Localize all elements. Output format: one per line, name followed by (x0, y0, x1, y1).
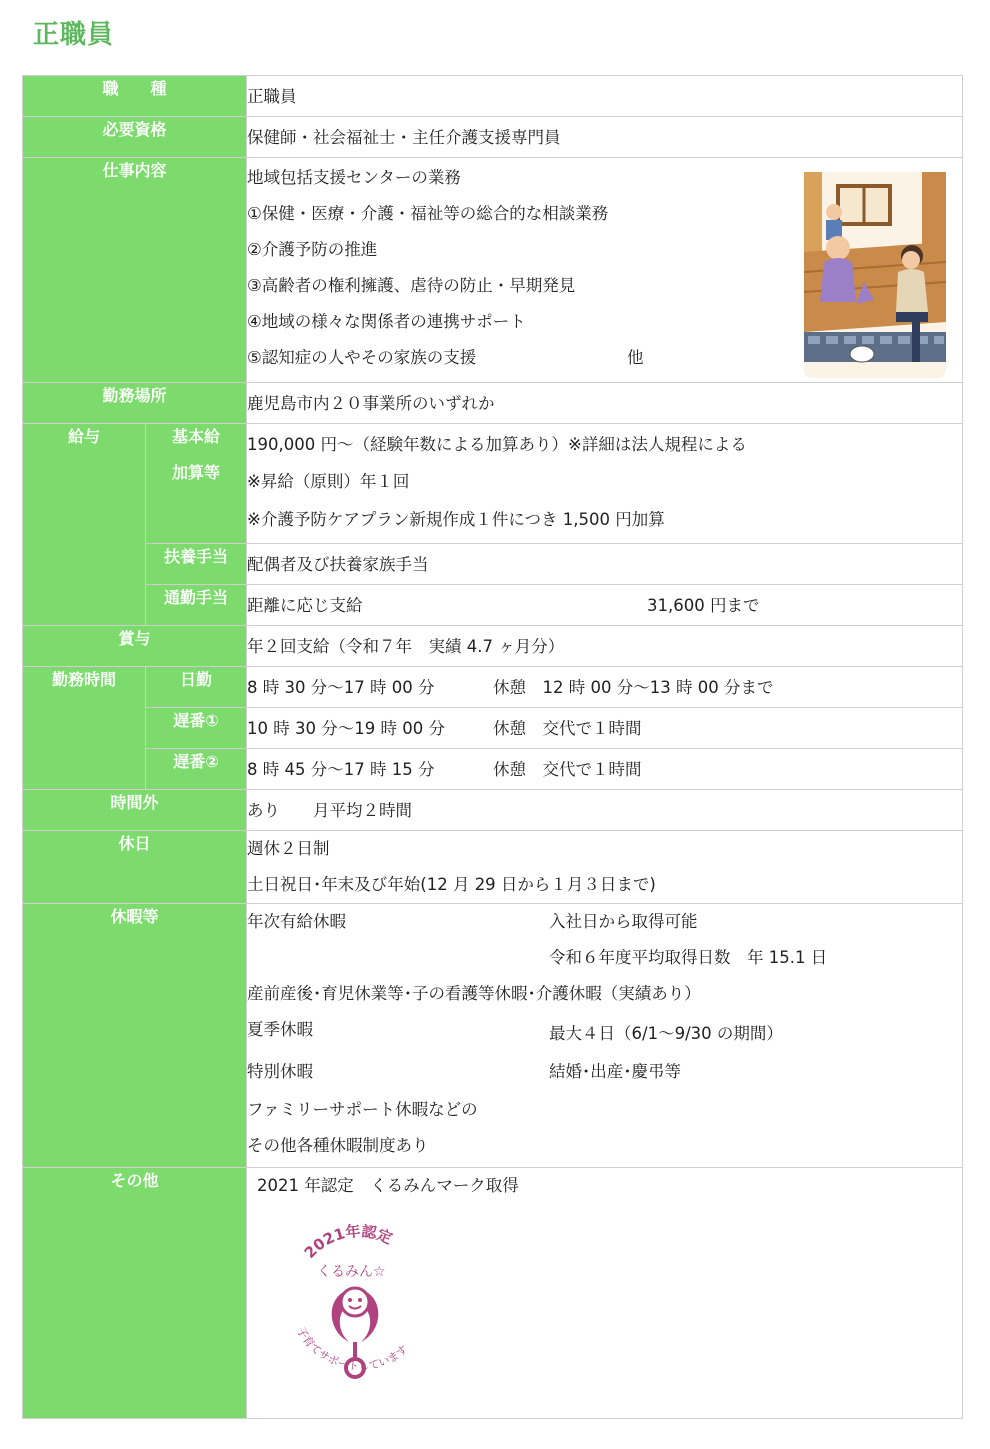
commute-max: 31,600 円まで (647, 596, 760, 615)
salary-line: ※介護予防ケアプラン新規作成１件につき 1,500 円加算 (247, 510, 665, 529)
work-line: 地域包括支援センターの業務 (247, 168, 461, 187)
value-job-type: 正職員 (247, 76, 963, 117)
label-shift-day: 日勤 (146, 667, 247, 708)
leave-special-note: 結婚･出産･慶弔等 (549, 1062, 682, 1081)
value-location: 鹿児島市内２０事業所のいずれか (247, 383, 963, 424)
label-hours: 勤務時間 (23, 667, 146, 790)
svg-text:2021年認定: 2021年認定 (300, 1222, 396, 1262)
work-line: ④地域の様々な関係者の連携サポート (247, 312, 526, 331)
label-salary: 給与 (23, 424, 146, 626)
holiday-line: 土日祝日･年末及び年始(12 月 29 日から１月３日まで) (247, 875, 656, 894)
label-shift-late1: 遅番① (146, 708, 247, 749)
shift-time: 10 時 30 分～19 時 00 分 (247, 719, 445, 738)
shift-break: 休憩 交代で１時間 (493, 760, 642, 779)
care-consultation-illustration (804, 172, 946, 378)
leave-annual-note2: 令和６年度平均取得日数 年 15.1 日 (549, 948, 828, 967)
svg-text:くるみん☆: くるみん☆ (317, 1264, 386, 1280)
commute-value: 距離に応じ支給 (247, 596, 363, 615)
other-text: 2021 年認定 くるみんマーク取得 (257, 1176, 519, 1195)
label-shift-late2: 遅番② (146, 749, 247, 790)
label-holiday: 休日 (23, 831, 247, 904)
value-shift-late2 (247, 749, 963, 790)
label-overtime: 時間外 (23, 790, 247, 831)
label-job-type: 職 種 (23, 76, 247, 117)
work-etc: 他 (627, 348, 644, 367)
label-additions: 加算等 (172, 463, 221, 482)
value-work (247, 158, 963, 383)
label-salary-base (146, 424, 247, 544)
page-title: 正職員 (33, 20, 115, 50)
leave-annual: 年次有給休暇 (247, 912, 347, 931)
label-other: その他 (23, 1168, 247, 1419)
label-qualification: 必要資格 (23, 117, 247, 158)
label-location: 勤務場所 (23, 383, 247, 424)
value-overtime: あり 月平均２時間 (247, 790, 963, 831)
label-leave: 休暇等 (23, 904, 247, 1168)
shift-time: 8 時 30 分～17 時 00 分 (247, 678, 435, 697)
label-family-allowance: 扶養手当 (146, 544, 247, 585)
value-leave (247, 904, 963, 1168)
salary-line: 190,000 円～（経験年数による加算あり）※詳細は法人規程による (247, 435, 747, 454)
work-line: ③高齢者の権利擁護、虐待の防止・早期発見 (247, 276, 576, 295)
value-salary (247, 424, 963, 544)
shift-break: 休憩 交代で１時間 (493, 719, 642, 738)
work-line: ①保健・医療・介護・福祉等の総合的な相談業務 (247, 204, 609, 223)
value-family-allowance: 配偶者及び扶養家族手当 (247, 544, 963, 585)
salary-line: ※昇給（原則）年１回 (247, 472, 410, 491)
label-commute-allowance: 通勤手当 (146, 585, 247, 626)
label-base-pay: 基本給 (172, 427, 221, 446)
value-shift-late1 (247, 708, 963, 749)
leave-family: ファミリーサポート休暇などの (247, 1100, 478, 1119)
job-info-table (22, 75, 963, 1419)
leave-other: その他各種休暇制度あり (247, 1136, 429, 1155)
kurumin-mark-logo (265, 1210, 445, 1410)
leave-maternity: 産前産後･育児休業等･子の看護等休暇･介護休暇（実績あり） (247, 984, 701, 1003)
leave-summer-note: 最大４日（6/1～9/30 の期間） (549, 1024, 783, 1043)
value-bonus: 年２回支給（令和７年 実績 4.7 ヶ月分） (247, 626, 963, 667)
value-commute-allowance (247, 585, 963, 626)
leave-summer: 夏季休暇 (247, 1020, 314, 1039)
value-qualification: 保健師・社会福祉士・主任介護支援専門員 (247, 117, 963, 158)
leave-special: 特別休暇 (247, 1062, 314, 1081)
shift-break: 休憩 12 時 00 分～13 時 00 分まで (493, 678, 774, 697)
svg-text:子育てサポートしています: 子育てサポートしています (294, 1325, 411, 1373)
holiday-line: 週休２日制 (247, 839, 330, 858)
value-other (247, 1168, 963, 1419)
work-line: ⑤認知症の人やその家族の支援 他 (247, 340, 962, 376)
label-work: 仕事内容 (23, 158, 247, 383)
value-holiday (247, 831, 963, 904)
leave-annual-note1: 入社日から取得可能 (549, 912, 698, 931)
work-line: ②介護予防の推進 (247, 240, 378, 259)
value-shift-day (247, 667, 963, 708)
shift-time: 8 時 45 分～17 時 15 分 (247, 760, 435, 779)
label-bonus: 賞与 (23, 626, 247, 667)
